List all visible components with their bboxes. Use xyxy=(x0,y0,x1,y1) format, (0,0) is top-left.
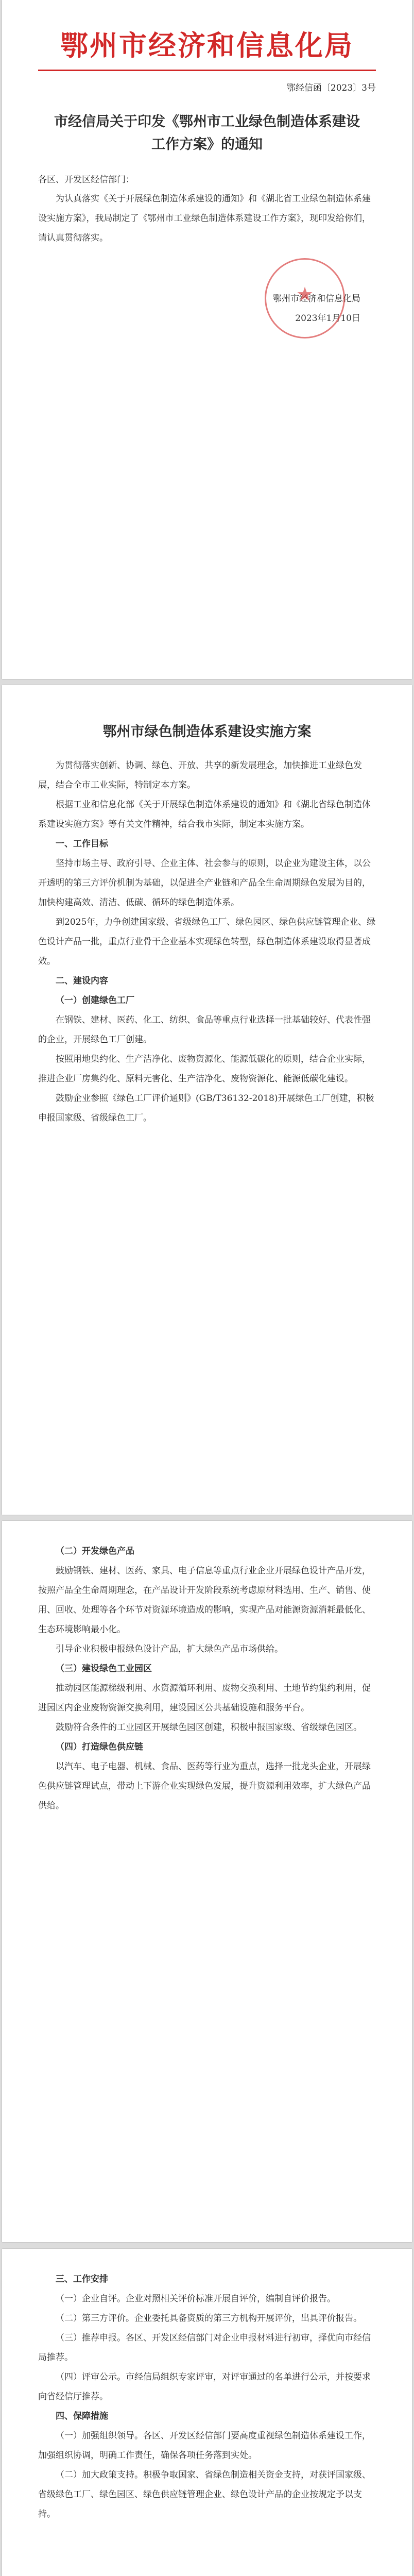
page-3 xyxy=(2,1521,412,2242)
addressee: 各区、开发区经信部门： xyxy=(38,175,134,185)
page-2 xyxy=(2,685,412,1515)
subsection-heading: （三）建设绿色工业园区 xyxy=(56,1664,152,1674)
plan-intro: 为贯彻落实创新、协调、绿色、开放、共享的新发展理念，加快推进工业绿色发展，结合全市工业实际，特制定本方案。 xyxy=(38,760,362,790)
notice-body: 为认真落实《关于开展绿色制造体系建设的通知》和《湖北省工业绿色制造体系建设实施方案》，我局制定了《鄂州市工业绿色制造体系建设工作方案》，现印发给你们，请认真贯彻落实。 xyxy=(38,194,371,243)
paragraph: （一）企业自评。企业对照相关评价标准开展自评价，编制自评价报告。 xyxy=(56,2294,336,2304)
paragraph: （三）推荐申报。各区、开发区经信部门对企业申报材料进行初审，择优向市经信局推荐。 xyxy=(38,2333,371,2363)
subsection-heading: （二）开发绿色产品 xyxy=(56,1546,134,1556)
signature-org: 鄂州市经济和信息化局 xyxy=(273,294,360,304)
subsection-heading: （一）创建绿色工厂 xyxy=(56,995,134,1006)
paragraph: 推动园区能源梯级利用、水资源循环利用、废物交换利用、土地节约集约利用，促进园区内企业废物资源交换利用，建设园区公共基础设施和服务平台。 xyxy=(38,1683,371,1713)
signature-block xyxy=(38,289,360,328)
paragraph: 鼓励符合条件的工业园区开展绿色园区创建，积极申报国家级、省级绿色园区。 xyxy=(56,1722,362,1733)
page-1 xyxy=(2,0,412,679)
paragraph: 以汽车、电子电器、机械、食品、医药等行业为重点，选择一批龙头企业，开展绿色供应链管理试点，带动上下游企业实现绿色发展，提升资源利用效率，扩大绿色产品供给。 xyxy=(38,1761,371,1811)
paragraph: 鼓励钢铁、建材、医药、家具、电子信息等重点行业企业开展绿色设计产品开发，按照产品全生命周期理念，在产品设计开发阶段系统考虑原材料选用、生产、销售、使用、回收、处理等各个环节对资源环境造成的影响，实现产品对能源资源消耗最低化、生态环境影响最小化。 xyxy=(38,1566,371,1635)
paragraph: 引导企业积极申报绿色设计产品，扩大绿色产品市场供给。 xyxy=(56,1644,283,1654)
paragraph: （二）加大政策支持。积极争取国家、省绿色制造相关资金支持，对获评国家级、省级绿色工厂、绿色园区、绿色供应链管理企业、绿色设计产品的企业按规定予以支持。 xyxy=(38,2470,371,2519)
official-seal-icon xyxy=(265,258,345,338)
plan-title: 鄂州市绿色制造体系建设实施方案 xyxy=(102,724,312,740)
doc-number: 鄂经信函〔2023〕3号 xyxy=(286,83,376,93)
paragraph: 在钢铁、建材、医药、化工、纺织、食品等重点行业选择一批基础较好、代表性强的企业，开展绿色工厂创建。 xyxy=(38,1015,371,1045)
section-heading: 四、保障措施 xyxy=(56,2411,108,2421)
paragraph: 按照用地集约化、生产洁净化、废物资源化、能源低碳化的原则，结合企业实际，推进企业厂房集约化、原料无害化、生产洁净化、废物资源化、能源低碳化建设。 xyxy=(38,1054,371,1084)
paragraph: （一）加强组织领导。各区、开发区经信部门要高度重视绿色制造体系建设工作，加强组织协调，明确工作责任，确保各项任务落到实处。 xyxy=(38,2431,371,2461)
paragraph: （四）评审公示。市经信局组织专家评审，对评审通过的名单进行公示，并按要求向省经信厅推荐。 xyxy=(38,2372,371,2402)
notice-title: 市经信局关于印发《鄂州市工业绿色制造体系建设工作方案》的通知 xyxy=(54,114,360,152)
section-heading: 一、工作目标 xyxy=(56,839,108,849)
section-heading: 二、建设内容 xyxy=(56,976,108,986)
subsection-heading: （四）打造绿色供应链 xyxy=(56,1742,143,1752)
signature-date: 2023年1月10日 xyxy=(295,313,360,324)
paragraph: 到2025年，力争创建国家级、省级绿色工厂、绿色园区、绿色供应链管理企业、绿色设计产品一批，重点行业骨干企业基本实现绿色转型，绿色制造体系建设取得显著成效。 xyxy=(38,917,376,967)
paragraph: 鼓励企业参照《绿色工厂评价通则》(GB/T36132-2018)开展绿色工厂创建，积极申报国家级、省级绿色工厂。 xyxy=(38,1093,374,1123)
plan-intro: 根据工业和信息化部《关于开展绿色制造体系建设的通知》和《湖北省绿色制造体系建设实施方案》等有关文件精神，结合我市实际，制定本实施方案。 xyxy=(38,800,371,829)
section-heading: 三、工作安排 xyxy=(56,2274,108,2284)
header-divider xyxy=(38,70,376,71)
org-header: 鄂州市经济和信息化局 xyxy=(60,29,354,62)
page-4 xyxy=(2,2249,412,2576)
paragraph: 坚持市场主导、政府引导、企业主体、社会参与的原则，以企业为建设主体，以公开透明的第三方评价机制为基础，以促进全产业链和产品全生命周期绿色发展为目的，加快构建高效、清洁、低碳、循环的绿色制造体系。 xyxy=(38,858,371,908)
paragraph: （二）第三方评价。企业委托具备资质的第三方机构开展评价，出具评价报告。 xyxy=(56,2313,362,2324)
